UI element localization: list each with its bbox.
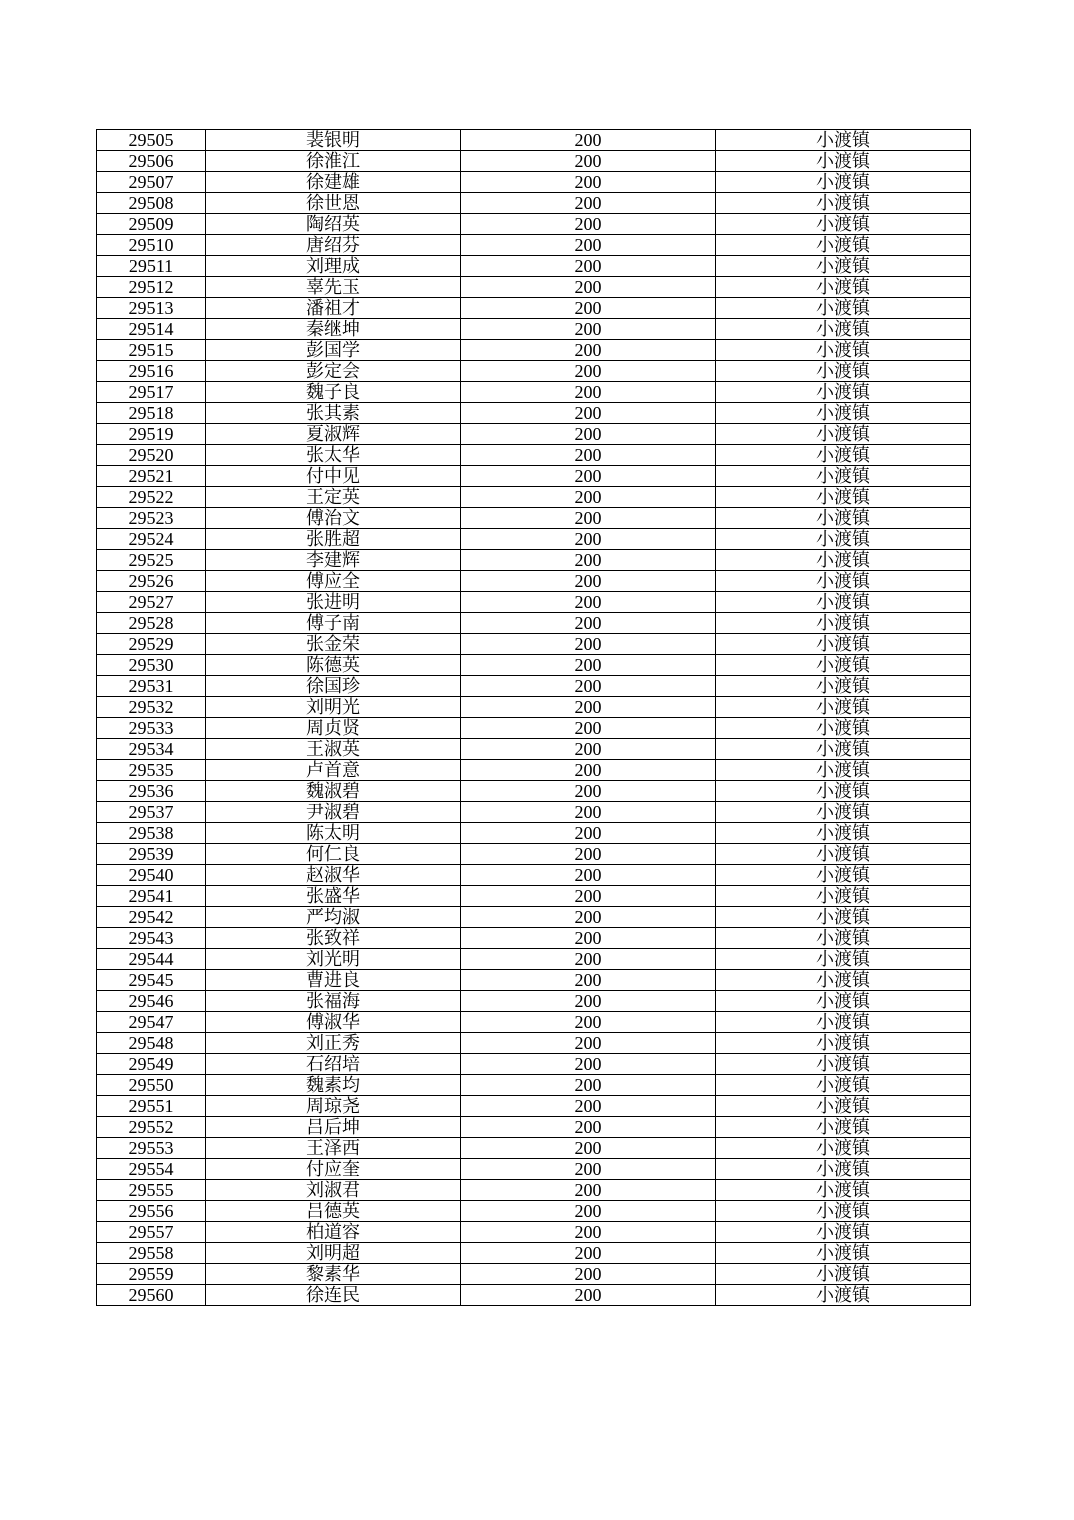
row-id-cell: 29534 — [97, 739, 206, 760]
table-row — [97, 193, 971, 214]
table-row — [97, 1159, 971, 1180]
row-id-cell: 29516 — [97, 361, 206, 382]
amount-cell: 200 — [461, 424, 716, 445]
table-row — [97, 718, 971, 739]
table-row — [97, 760, 971, 781]
row-id-cell: 29509 — [97, 214, 206, 235]
amount-cell: 200 — [461, 382, 716, 403]
amount-cell: 200 — [461, 823, 716, 844]
table-row — [97, 970, 971, 991]
amount-cell: 200 — [461, 781, 716, 802]
town-cell: 小渡镇 — [716, 1222, 971, 1243]
table-row — [97, 1264, 971, 1285]
table-row — [97, 1033, 971, 1054]
town-cell: 小渡镇 — [716, 277, 971, 298]
name-cell: 唐绍芬 — [206, 235, 461, 256]
name-cell: 陈德英 — [206, 655, 461, 676]
table-row — [97, 991, 971, 1012]
name-cell: 张太华 — [206, 445, 461, 466]
name-cell: 吕后坤 — [206, 1117, 461, 1138]
table-row — [97, 298, 971, 319]
town-cell: 小渡镇 — [716, 1117, 971, 1138]
name-cell: 彭定会 — [206, 361, 461, 382]
amount-cell: 200 — [461, 697, 716, 718]
row-id-cell: 29511 — [97, 256, 206, 277]
amount-cell: 200 — [461, 1159, 716, 1180]
town-cell: 小渡镇 — [716, 760, 971, 781]
name-cell: 王泽西 — [206, 1138, 461, 1159]
table-row — [97, 130, 971, 151]
name-cell: 石绍培 — [206, 1054, 461, 1075]
amount-cell: 200 — [461, 886, 716, 907]
town-cell: 小渡镇 — [716, 1075, 971, 1096]
amount-cell: 200 — [461, 928, 716, 949]
table-row — [97, 1201, 971, 1222]
table-row — [97, 424, 971, 445]
table-row — [97, 319, 971, 340]
amount-cell: 200 — [461, 718, 716, 739]
name-cell: 刘明光 — [206, 697, 461, 718]
town-cell: 小渡镇 — [716, 361, 971, 382]
row-id-cell: 29549 — [97, 1054, 206, 1075]
table-row — [97, 886, 971, 907]
row-id-cell: 29543 — [97, 928, 206, 949]
town-cell: 小渡镇 — [716, 613, 971, 634]
row-id-cell: 29507 — [97, 172, 206, 193]
amount-cell: 200 — [461, 970, 716, 991]
amount-cell: 200 — [461, 613, 716, 634]
row-id-cell: 29514 — [97, 319, 206, 340]
table-row — [97, 1054, 971, 1075]
amount-cell: 200 — [461, 634, 716, 655]
name-cell: 严均淑 — [206, 907, 461, 928]
amount-cell: 200 — [461, 865, 716, 886]
town-cell: 小渡镇 — [716, 844, 971, 865]
town-cell: 小渡镇 — [716, 235, 971, 256]
amount-cell: 200 — [461, 529, 716, 550]
amount-cell: 200 — [461, 550, 716, 571]
amount-cell: 200 — [461, 214, 716, 235]
row-id-cell: 29532 — [97, 697, 206, 718]
table-row — [97, 634, 971, 655]
amount-cell: 200 — [461, 1138, 716, 1159]
name-cell: 傅应全 — [206, 571, 461, 592]
amount-cell: 200 — [461, 151, 716, 172]
table-row — [97, 571, 971, 592]
table-row — [97, 676, 971, 697]
name-cell: 尹淑碧 — [206, 802, 461, 823]
town-cell: 小渡镇 — [716, 970, 971, 991]
table-row — [97, 172, 971, 193]
name-cell: 周琼尧 — [206, 1096, 461, 1117]
name-cell: 刘明超 — [206, 1243, 461, 1264]
name-cell: 辜先玉 — [206, 277, 461, 298]
table-row — [97, 1180, 971, 1201]
row-id-cell: 29559 — [97, 1264, 206, 1285]
table-row — [97, 340, 971, 361]
roster-table — [96, 129, 971, 1306]
name-cell: 张胜超 — [206, 529, 461, 550]
row-id-cell: 29508 — [97, 193, 206, 214]
name-cell: 徐淮江 — [206, 151, 461, 172]
row-id-cell: 29551 — [97, 1096, 206, 1117]
town-cell: 小渡镇 — [716, 907, 971, 928]
town-cell: 小渡镇 — [716, 739, 971, 760]
row-id-cell: 29557 — [97, 1222, 206, 1243]
table-row — [97, 1243, 971, 1264]
row-id-cell: 29541 — [97, 886, 206, 907]
amount-cell: 200 — [461, 193, 716, 214]
name-cell: 王定英 — [206, 487, 461, 508]
town-cell: 小渡镇 — [716, 382, 971, 403]
town-cell: 小渡镇 — [716, 130, 971, 151]
row-id-cell: 29556 — [97, 1201, 206, 1222]
row-id-cell: 29552 — [97, 1117, 206, 1138]
table-row — [97, 655, 971, 676]
name-cell: 傅子南 — [206, 613, 461, 634]
amount-cell: 200 — [461, 172, 716, 193]
name-cell: 傅治文 — [206, 508, 461, 529]
name-cell: 周贞贤 — [206, 718, 461, 739]
row-id-cell: 29523 — [97, 508, 206, 529]
amount-cell: 200 — [461, 907, 716, 928]
town-cell: 小渡镇 — [716, 1180, 971, 1201]
amount-cell: 200 — [461, 1222, 716, 1243]
name-cell: 黎素华 — [206, 1264, 461, 1285]
name-cell: 潘祖才 — [206, 298, 461, 319]
amount-cell: 200 — [461, 466, 716, 487]
amount-cell: 200 — [461, 1012, 716, 1033]
amount-cell: 200 — [461, 1243, 716, 1264]
name-cell: 徐国珍 — [206, 676, 461, 697]
table-row — [97, 382, 971, 403]
row-id-cell: 29518 — [97, 403, 206, 424]
table-row — [97, 592, 971, 613]
name-cell: 何仁良 — [206, 844, 461, 865]
name-cell: 付应奎 — [206, 1159, 461, 1180]
town-cell: 小渡镇 — [716, 655, 971, 676]
table-row — [97, 277, 971, 298]
town-cell: 小渡镇 — [716, 1159, 971, 1180]
row-id-cell: 29547 — [97, 1012, 206, 1033]
amount-cell: 200 — [461, 949, 716, 970]
town-cell: 小渡镇 — [716, 487, 971, 508]
name-cell: 魏子良 — [206, 382, 461, 403]
town-cell: 小渡镇 — [716, 1243, 971, 1264]
town-cell: 小渡镇 — [716, 466, 971, 487]
name-cell: 魏淑碧 — [206, 781, 461, 802]
amount-cell: 200 — [461, 1285, 716, 1306]
town-cell: 小渡镇 — [716, 529, 971, 550]
row-id-cell: 29554 — [97, 1159, 206, 1180]
amount-cell: 200 — [461, 676, 716, 697]
row-id-cell: 29527 — [97, 592, 206, 613]
table-row — [97, 1222, 971, 1243]
row-id-cell: 29513 — [97, 298, 206, 319]
town-cell: 小渡镇 — [716, 928, 971, 949]
row-id-cell: 29525 — [97, 550, 206, 571]
amount-cell: 200 — [461, 844, 716, 865]
name-cell: 秦继坤 — [206, 319, 461, 340]
row-id-cell: 29519 — [97, 424, 206, 445]
table-row — [97, 781, 971, 802]
table-row — [97, 403, 971, 424]
name-cell: 张福海 — [206, 991, 461, 1012]
row-id-cell: 29540 — [97, 865, 206, 886]
row-id-cell: 29526 — [97, 571, 206, 592]
row-id-cell: 29545 — [97, 970, 206, 991]
name-cell: 裴银明 — [206, 130, 461, 151]
town-cell: 小渡镇 — [716, 1096, 971, 1117]
amount-cell: 200 — [461, 1096, 716, 1117]
name-cell: 李建辉 — [206, 550, 461, 571]
row-id-cell: 29546 — [97, 991, 206, 1012]
town-cell: 小渡镇 — [716, 193, 971, 214]
name-cell: 张金荣 — [206, 634, 461, 655]
town-cell: 小渡镇 — [716, 592, 971, 613]
town-cell: 小渡镇 — [716, 571, 971, 592]
table-row — [97, 487, 971, 508]
town-cell: 小渡镇 — [716, 991, 971, 1012]
table-row — [97, 529, 971, 550]
amount-cell: 200 — [461, 802, 716, 823]
town-cell: 小渡镇 — [716, 865, 971, 886]
amount-cell: 200 — [461, 655, 716, 676]
row-id-cell: 29521 — [97, 466, 206, 487]
amount-cell: 200 — [461, 1033, 716, 1054]
town-cell: 小渡镇 — [716, 172, 971, 193]
town-cell: 小渡镇 — [716, 340, 971, 361]
amount-cell: 200 — [461, 1201, 716, 1222]
table-row — [97, 550, 971, 571]
town-cell: 小渡镇 — [716, 1033, 971, 1054]
row-id-cell: 29537 — [97, 802, 206, 823]
table-row — [97, 361, 971, 382]
name-cell: 张致祥 — [206, 928, 461, 949]
table-row — [97, 949, 971, 970]
town-cell: 小渡镇 — [716, 1264, 971, 1285]
amount-cell: 200 — [461, 508, 716, 529]
row-id-cell: 29533 — [97, 718, 206, 739]
amount-cell: 200 — [461, 1264, 716, 1285]
row-id-cell: 29529 — [97, 634, 206, 655]
row-id-cell: 29536 — [97, 781, 206, 802]
name-cell: 张其素 — [206, 403, 461, 424]
amount-cell: 200 — [461, 298, 716, 319]
table-row — [97, 739, 971, 760]
amount-cell: 200 — [461, 340, 716, 361]
row-id-cell: 29528 — [97, 613, 206, 634]
row-id-cell: 29524 — [97, 529, 206, 550]
town-cell: 小渡镇 — [716, 697, 971, 718]
name-cell: 刘淑君 — [206, 1180, 461, 1201]
row-id-cell: 29530 — [97, 655, 206, 676]
town-cell: 小渡镇 — [716, 676, 971, 697]
name-cell: 柏道容 — [206, 1222, 461, 1243]
name-cell: 卢首意 — [206, 760, 461, 781]
row-id-cell: 29520 — [97, 445, 206, 466]
table-row — [97, 865, 971, 886]
table-row — [97, 1012, 971, 1033]
table-row — [97, 823, 971, 844]
table-row — [97, 844, 971, 865]
name-cell: 夏淑辉 — [206, 424, 461, 445]
name-cell: 傅淑华 — [206, 1012, 461, 1033]
table-row — [97, 235, 971, 256]
name-cell: 徐世恩 — [206, 193, 461, 214]
town-cell: 小渡镇 — [716, 1054, 971, 1075]
amount-cell: 200 — [461, 319, 716, 340]
row-id-cell: 29506 — [97, 151, 206, 172]
row-id-cell: 29548 — [97, 1033, 206, 1054]
name-cell: 徐建雄 — [206, 172, 461, 193]
row-id-cell: 29550 — [97, 1075, 206, 1096]
town-cell: 小渡镇 — [716, 1012, 971, 1033]
amount-cell: 200 — [461, 403, 716, 424]
roster-table-body — [97, 130, 971, 1306]
town-cell: 小渡镇 — [716, 508, 971, 529]
name-cell: 陈太明 — [206, 823, 461, 844]
table-row — [97, 445, 971, 466]
name-cell: 王淑英 — [206, 739, 461, 760]
town-cell: 小渡镇 — [716, 319, 971, 340]
table-row — [97, 1117, 971, 1138]
name-cell: 魏素均 — [206, 1075, 461, 1096]
town-cell: 小渡镇 — [716, 550, 971, 571]
table-row — [97, 928, 971, 949]
table-row — [97, 1138, 971, 1159]
row-id-cell: 29560 — [97, 1285, 206, 1306]
row-id-cell: 29539 — [97, 844, 206, 865]
amount-cell: 200 — [461, 1180, 716, 1201]
row-id-cell: 29538 — [97, 823, 206, 844]
name-cell: 彭国学 — [206, 340, 461, 361]
amount-cell: 200 — [461, 760, 716, 781]
town-cell: 小渡镇 — [716, 1138, 971, 1159]
name-cell: 徐连民 — [206, 1285, 461, 1306]
town-cell: 小渡镇 — [716, 781, 971, 802]
row-id-cell: 29517 — [97, 382, 206, 403]
row-id-cell: 29505 — [97, 130, 206, 151]
name-cell: 刘光明 — [206, 949, 461, 970]
amount-cell: 200 — [461, 739, 716, 760]
table-row — [97, 151, 971, 172]
name-cell: 吕德英 — [206, 1201, 461, 1222]
name-cell: 陶绍英 — [206, 214, 461, 235]
name-cell: 赵淑华 — [206, 865, 461, 886]
row-id-cell: 29512 — [97, 277, 206, 298]
name-cell: 张盛华 — [206, 886, 461, 907]
town-cell: 小渡镇 — [716, 1201, 971, 1222]
name-cell: 张进明 — [206, 592, 461, 613]
town-cell: 小渡镇 — [716, 214, 971, 235]
table-row — [97, 256, 971, 277]
table-row — [97, 508, 971, 529]
town-cell: 小渡镇 — [716, 823, 971, 844]
town-cell: 小渡镇 — [716, 424, 971, 445]
town-cell: 小渡镇 — [716, 634, 971, 655]
row-id-cell: 29555 — [97, 1180, 206, 1201]
town-cell: 小渡镇 — [716, 1285, 971, 1306]
row-id-cell: 29542 — [97, 907, 206, 928]
amount-cell: 200 — [461, 235, 716, 256]
row-id-cell: 29553 — [97, 1138, 206, 1159]
name-cell: 曹进良 — [206, 970, 461, 991]
table-row — [97, 1285, 971, 1306]
amount-cell: 200 — [461, 277, 716, 298]
amount-cell: 200 — [461, 445, 716, 466]
amount-cell: 200 — [461, 592, 716, 613]
town-cell: 小渡镇 — [716, 886, 971, 907]
table-row — [97, 802, 971, 823]
town-cell: 小渡镇 — [716, 718, 971, 739]
row-id-cell: 29544 — [97, 949, 206, 970]
amount-cell: 200 — [461, 571, 716, 592]
amount-cell: 200 — [461, 256, 716, 277]
table-row — [97, 214, 971, 235]
town-cell: 小渡镇 — [716, 298, 971, 319]
amount-cell: 200 — [461, 1075, 716, 1096]
town-cell: 小渡镇 — [716, 949, 971, 970]
town-cell: 小渡镇 — [716, 403, 971, 424]
name-cell: 付中见 — [206, 466, 461, 487]
amount-cell: 200 — [461, 1117, 716, 1138]
row-id-cell: 29558 — [97, 1243, 206, 1264]
row-id-cell: 29535 — [97, 760, 206, 781]
table-row — [97, 907, 971, 928]
row-id-cell: 29515 — [97, 340, 206, 361]
amount-cell: 200 — [461, 991, 716, 1012]
amount-cell: 200 — [461, 487, 716, 508]
table-row — [97, 1096, 971, 1117]
town-cell: 小渡镇 — [716, 802, 971, 823]
town-cell: 小渡镇 — [716, 445, 971, 466]
table-row — [97, 613, 971, 634]
table-row — [97, 466, 971, 487]
row-id-cell: 29510 — [97, 235, 206, 256]
table-row — [97, 1075, 971, 1096]
town-cell: 小渡镇 — [716, 256, 971, 277]
amount-cell: 200 — [461, 1054, 716, 1075]
amount-cell: 200 — [461, 130, 716, 151]
town-cell: 小渡镇 — [716, 151, 971, 172]
row-id-cell: 29522 — [97, 487, 206, 508]
amount-cell: 200 — [461, 361, 716, 382]
name-cell: 刘正秀 — [206, 1033, 461, 1054]
row-id-cell: 29531 — [97, 676, 206, 697]
name-cell: 刘理成 — [206, 256, 461, 277]
table-row — [97, 697, 971, 718]
